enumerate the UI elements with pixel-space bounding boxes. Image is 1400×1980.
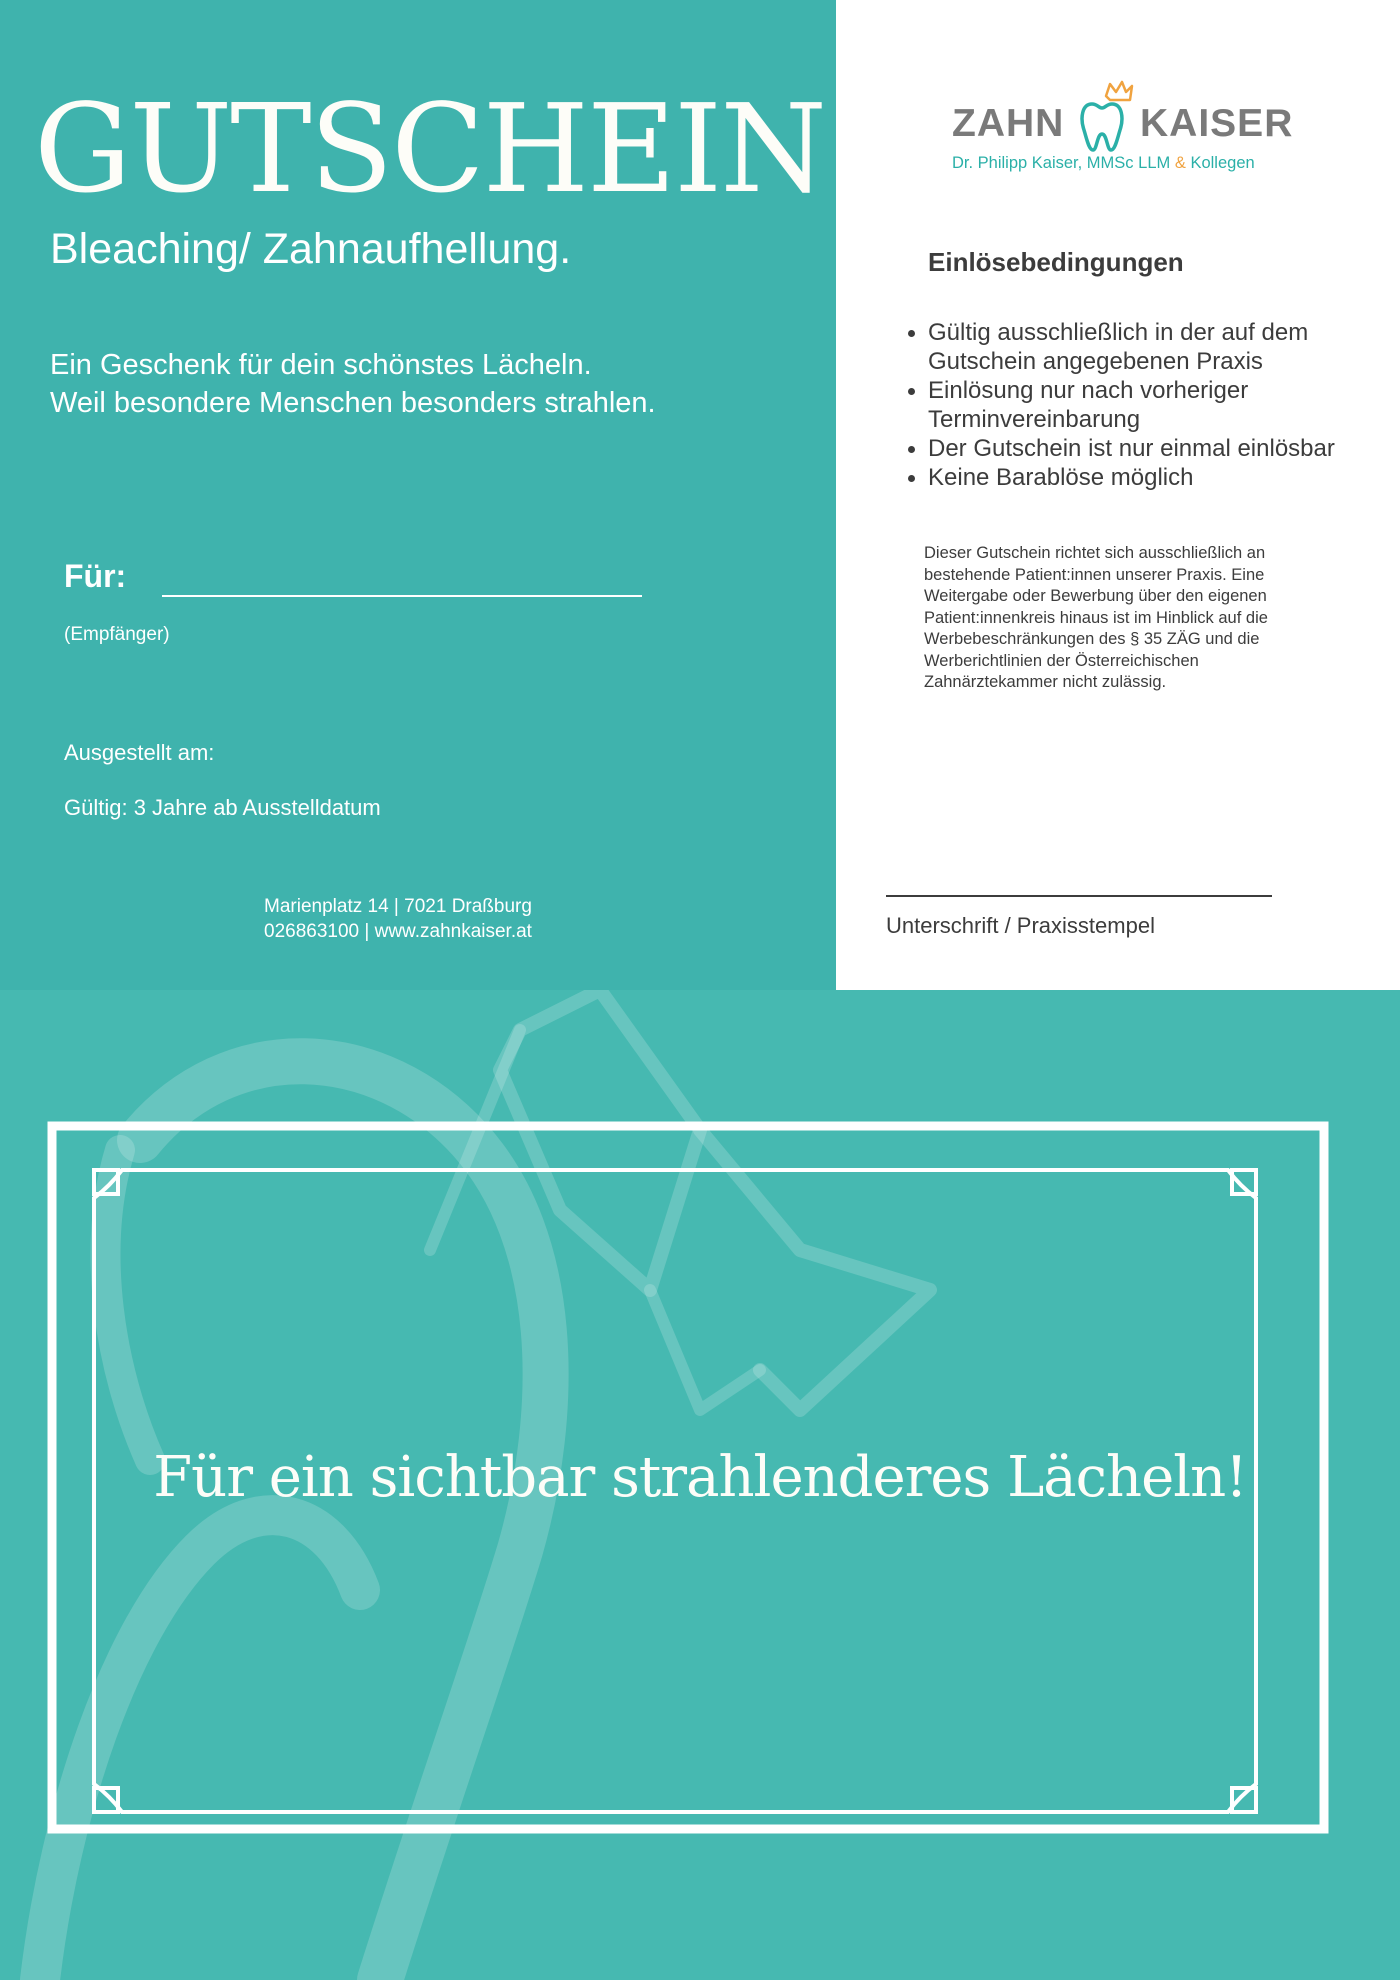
logo-word-zahn: ZAHN — [952, 102, 1065, 145]
signature-write-line — [886, 895, 1272, 897]
voucher-title: GUTSCHEIN — [34, 78, 825, 220]
recipient-write-line — [162, 595, 642, 597]
condition-item: Einlösung nur nach vorheriger Terminvereinbarung — [906, 376, 1396, 434]
zahnkaiser-logo — [952, 70, 1292, 180]
address-line-1: Marienplatz 14 | 7021 Draßburg — [264, 896, 532, 917]
condition-item: Keine Barablöse möglich — [906, 463, 1396, 492]
practice-address — [0, 894, 796, 944]
voucher-subtitle: Bleaching/ Zahnaufhellung. — [50, 225, 572, 273]
signature-label: Unterschrift / Praxisstempel — [886, 913, 1155, 938]
voucher-back-panel — [836, 0, 1400, 990]
cover-slogan: Für ein sichtbar strahlenderes Lächeln! — [153, 1445, 1247, 1510]
tooth-crown-icon — [1072, 78, 1142, 158]
logo-subline — [952, 154, 1255, 173]
tagline-line-1: Ein Geschenk für dein schönstes Lächeln. — [50, 349, 592, 381]
logo-sub-ampersand: & — [1174, 154, 1186, 172]
logo-sub-main: Dr. Philipp Kaiser, MMSc LLM — [952, 154, 1171, 172]
issued-date-label: Ausgestellt am: — [64, 740, 215, 765]
logo-word-kaiser: KAISER — [1140, 102, 1294, 145]
for-label: Für: — [64, 558, 127, 594]
logo-sub-end: Kollegen — [1190, 154, 1255, 172]
condition-item: Gültig ausschließlich in der auf dem Gutschein angegebenen Praxis — [906, 318, 1396, 376]
conditions-list — [906, 318, 1396, 492]
conditions-title: Einlösebedingungen — [928, 247, 1184, 277]
tagline-line-2: Weil besondere Menschen besonders strahlen. — [50, 387, 656, 419]
voucher-cover-panel — [0, 990, 1400, 1980]
address-line-2: 026863100 | www.zahnkaiser.at — [264, 921, 532, 942]
recipient-label: (Empfänger) — [64, 624, 170, 645]
condition-item: Der Gutschein ist nur einmal einlösbar — [906, 434, 1396, 463]
voucher-front-panel — [0, 0, 836, 990]
legal-disclaimer: Dieser Gutschein richtet sich ausschließlich an bestehende Patient:innen unserer Praxis. Eine Weitergabe oder Bewerbung über den eigenen Patient:innenkreis hinaus ist im Hinblick auf die Werbebeschränkungen des § 35 ZÄG und die Werberichtlinien der Österreichischen Zahnärztekammer nicht zulässig. — [924, 544, 1268, 691]
validity-label: Gültig: 3 Jahre ab Ausstelldatum — [64, 795, 381, 820]
voucher-tagline — [50, 346, 656, 422]
